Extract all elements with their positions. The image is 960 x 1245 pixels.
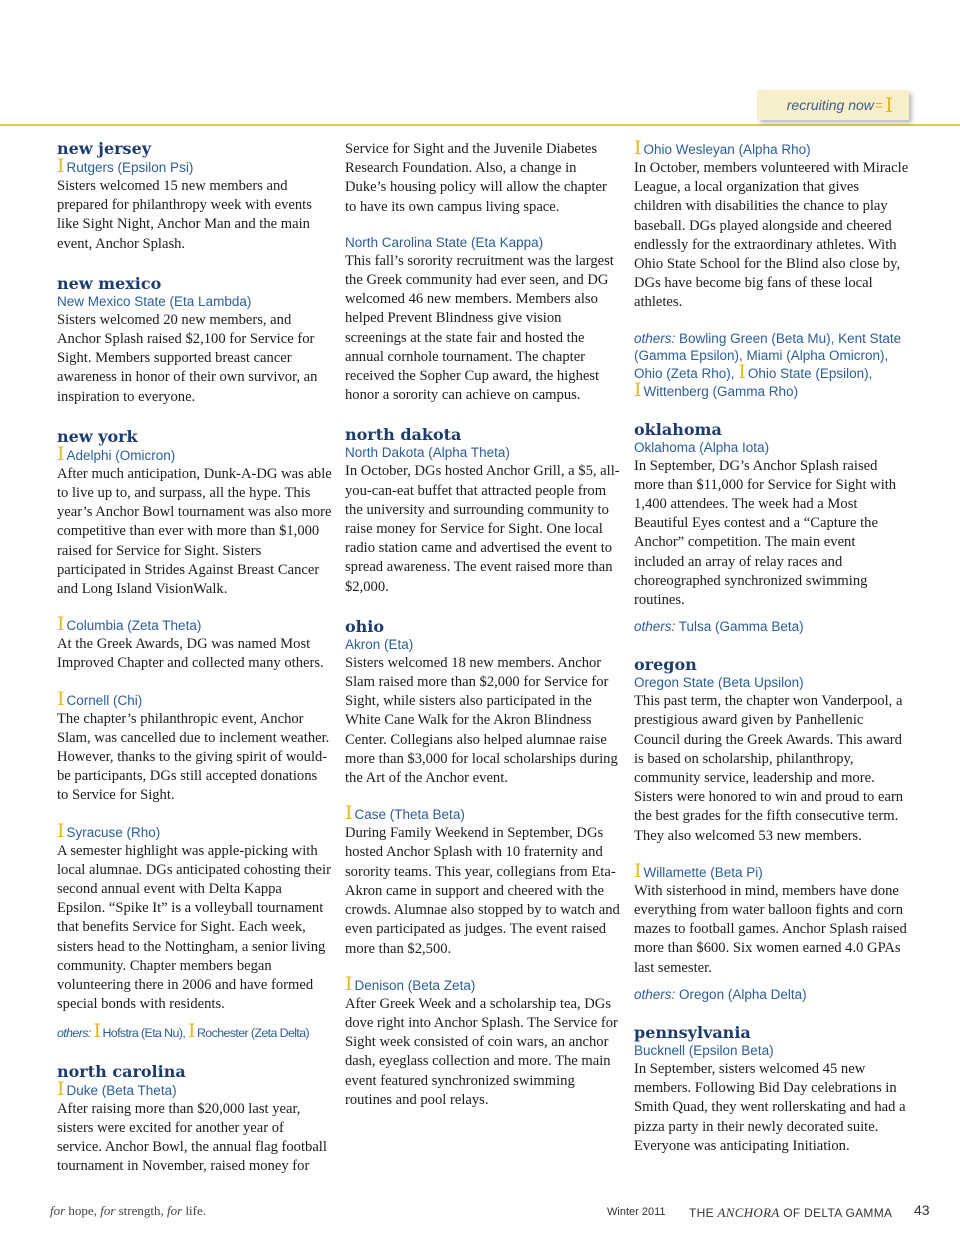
chapter-name: Bucknell (Epsilon Beta) [634, 1042, 774, 1058]
state-section-pennsylvania [634, 1024, 909, 1156]
chapter-text: Service for Sight and the Juvenile Diabetes Research Foundation. Also, a change in Duke’s housing policy will allow the chapter to have its own campus living space. [345, 141, 607, 215]
state-heading: new york [57, 426, 138, 446]
chapter-entry [57, 819, 332, 1015]
chapter-name: North Dakota (Alpha Theta) [345, 445, 510, 461]
chapter-name: I Syracuse (Rho) [57, 819, 161, 842]
chapter-entry [57, 687, 332, 806]
bar-icon: I [57, 687, 65, 710]
chapter-entry [634, 859, 909, 978]
bar-icon: I [57, 155, 65, 177]
chapter-text: After much anticipation, Dunk-A-DG was able to live up to, and surpass, all the hype. This year’s Anchor Bowl tournament was also more competitive than ever with more than $1,000 raised for Service for Sight. Sisters participated in Strides Against Breast Cancer and Long Island VisionWalk. [57, 465, 332, 598]
issue-date: Winter 2011 [607, 1206, 666, 1218]
state-heading: north carolina [57, 1061, 186, 1081]
chapter-text: In October, DGs hosted Anchor Grill, a $5, all-you-can-eat buffet that attracted people from the university and surrounding community to raise money for Service for Sight. One local radio station came and advertised the event to spread awareness. The event raised more than $2,000. [345, 463, 620, 595]
chapter-text: This past term, the chapter won Vanderpool, a prestigious award given by Panhellenic Council during the Greek Awards. This award is based on scholarship, philanthropy, community service, leadership and more. Sisters were honored to win and proud to earn the best grades for the fifth consecutive term. They also welcomed 53 new members. [634, 693, 904, 844]
chapter-entry [345, 140, 620, 217]
chapter-text: Sisters welcomed 18 new members. Anchor Slam raised more than $2,000 for Service for Sight, while sisters also participated in the White Cane Walk for the Akron Blindness Center. Collegians also helped alumnae raise more than $3,000 for local scholarships during the Art of the Anchor event. [345, 654, 618, 787]
chapter-name: New Mexico State (Eta Lambda) [57, 293, 252, 309]
chapter-text: In September, sisters welcomed 45 new members. Following Bid Day celebrations in Smith Quad, they went rollerskating and had a pizza party in their newly decorated suite. Everyone was anticipating Initiation. [634, 1060, 906, 1154]
chapter-name: I Denison (Beta Zeta) [345, 972, 476, 995]
column-3 [634, 137, 909, 1177]
bar-icon: I [634, 378, 642, 401]
state-heading: oklahoma [634, 419, 722, 439]
chapter-text: A semester highlight was apple-picking with local alumnae. DGs anticipated cohosting their second annual event with Delta Kappa Epsilon. “Spike It” is a volleyball tournament that benefits Service for Sight. Each week, sisters head to the Nottingham, a senior living community. Chapter members began volunteering there in 2006 and have formed special bonds with residents. [57, 842, 331, 1013]
state-section-new-york [57, 428, 332, 1042]
header-rule [0, 124, 960, 126]
bar-icon: I [57, 819, 65, 842]
state-section-ohio [345, 618, 620, 1110]
chapter-entry [634, 674, 909, 846]
chapter-name: I Columbia (Zeta Theta) [57, 613, 202, 636]
tab-label: recruiting now [786, 97, 874, 113]
state-heading: new jersey [57, 139, 152, 158]
state-section-new-jersey [57, 140, 332, 254]
footer-tagline: for hope, for strength, for life. [50, 1203, 207, 1218]
state-heading: north dakota [345, 425, 462, 445]
chapter-text: During Family Weekend in September, DGs hosted Anchor Splash with 10 fraternity and sorority teams. This year, collegians from Eta-Akron came in support and cheered with the crowds. Alumnae also stopped by to watch and even participated as judges. The event raised more than $2,500. [345, 825, 620, 957]
bar-icon: I [57, 613, 65, 636]
chapter-entry [634, 439, 909, 611]
state-heading: pennsylvania [634, 1022, 751, 1042]
chapter-name: I Duke (Beta Theta) [57, 1077, 177, 1100]
magazine-title: THE ANCHORA OF DELTA GAMMA [689, 1205, 893, 1220]
others-list: others: I Hofstra (Eta Nu), I Rochester (Zeta Delta) [57, 1019, 310, 1042]
state-section-oklahoma [634, 421, 909, 636]
bar-icon: I [57, 1077, 65, 1100]
chapter-name: Oregon State (Beta Upsilon) [634, 675, 804, 691]
state-heading: ohio [345, 616, 385, 636]
bar-icon: I [738, 360, 746, 383]
chapter-entry [345, 972, 620, 1110]
chapter-text: With sisterhood in mind, members have done everything from water balloon fights and corn mazes to football games. Anchor Splash raised more than $600. Six women earned 4.0 GPAs last semester. [634, 882, 907, 976]
chapter-text: In October, members volunteered with Miracle League, a local organization that gives children with disabilities the chance to play baseball. DGs played alongside and cheered endlessly for the extraordinary athletes. With Ohio State School for the Blind also close by, DGs have become big fans of these local athletes. [634, 160, 909, 311]
state-heading: oregon [634, 655, 697, 675]
chapter-entry [345, 802, 620, 958]
bar-icon: I [634, 137, 642, 159]
bar-icon: I [57, 442, 65, 465]
chapter-entry [634, 137, 909, 313]
bar-icon: I [345, 972, 353, 995]
state-section-oregon [634, 656, 909, 1003]
bar-icon: I [345, 802, 353, 825]
others-list: others: Bowling Green (Beta Mu), Kent State (Gamma Epsilon), Miami (Alpha Omicron), Ohio (Zeta Rho), I Ohio State (Epsilon), I Wittenberg (Gamma Rho) [634, 330, 902, 401]
others-list: others: Oregon (Alpha Delta) [634, 986, 807, 1002]
recruiting-now-tab [757, 90, 909, 120]
chapter-name: North Carolina State (Eta Kappa) [345, 234, 544, 250]
tab-symbol: = [874, 97, 884, 113]
chapter-name: I Rutgers (Epsilon Psi) [57, 155, 194, 177]
chapter-name: I Willamette (Beta Pi) [634, 859, 763, 882]
state-section-north-carolina [57, 1063, 332, 1177]
state-section-new-mexico [57, 275, 332, 407]
chapter-text: Sisters welcomed 15 new members and prepared for philanthropy week with events like Sight Night, Anchor Man and the main event, Anchor Splash. [57, 178, 312, 252]
column-2 [345, 140, 620, 1131]
bar-icon: I [188, 1019, 195, 1042]
state-section-north-dakota [345, 426, 620, 596]
chapter-name: Oklahoma (Alpha Iota) [634, 439, 770, 455]
chapter-text: In September, DG’s Anchor Splash raised more than $11,000 for Service for Sight with 1,400 attendees. The week had a Most Beautiful Eyes contest and a “Capture the Anchor” competition. The main event included an array of relay races and choreographed synchronized swimming routines. [634, 457, 897, 609]
chapter-name: Akron (Eta) [345, 636, 414, 652]
bar-icon: I [634, 859, 642, 882]
chapter-entry [345, 636, 620, 788]
chapter-name: I Ohio Wesleyan (Alpha Rho) [634, 137, 811, 159]
chapter-text: This fall’s sorority recruitment was the largest the Greek community had ever seen, and DG welcomed 46 new members. Members also helped Prevent Blindness give vision screenings at the state fair and hosted the annual cornhole tournament. The chapter received the Sopher Cup award, the highest honor a sorority can achieve on campus. [345, 252, 614, 404]
chapter-text: After Greek Week and a scholarship tea, DGs dove right into Anchor Splash. The Service for Sight week consisted of coin wars, an anchor dash, eyeglass collection and more. The main event featured synchronized swimming routines and pool relays. [345, 995, 618, 1108]
chapter-text: The chapter’s philanthropic event, Anchor Slam, was cancelled due to inclement weather. However, thanks to the giving spirit of would-be participants, DGs still accepted donations to Service for Sight. [57, 710, 330, 804]
chapter-name: I Adelphi (Omicron) [57, 442, 176, 465]
chapter-entry [57, 613, 332, 673]
chapter-text: At the Greek Awards, DG was named Most Improved Chapter and collected many others. [57, 636, 324, 672]
footer-info [607, 1202, 932, 1222]
state-section-ohio-continued [634, 137, 909, 401]
chapter-entry [57, 442, 332, 599]
others-list: others: Tulsa (Gamma Beta) [634, 619, 804, 635]
state-section-north-carolina-continued [345, 140, 620, 405]
bar-icon: I [93, 1019, 101, 1042]
chapter-name: I Case (Theta Beta) [345, 802, 465, 825]
chapter-text: After raising more than $20,000 last year, sisters were excited for another year of service. Anchor Bowl, the annual flag football tournament in November, raised money for [57, 1100, 327, 1175]
column-1 [57, 140, 332, 1197]
chapter-text: Sisters welcomed 20 new members, and Anchor Splash raised $2,100 for Service for Sight. Members supported breast cancer awareness in honor of their own survivor, an inspiration to everyone. [57, 311, 318, 405]
chapter-name: I Cornell (Chi) [57, 687, 143, 710]
page-number: 43 [914, 1202, 930, 1218]
tab-bar-icon: I [885, 93, 893, 117]
state-heading: new mexico [57, 273, 162, 293]
